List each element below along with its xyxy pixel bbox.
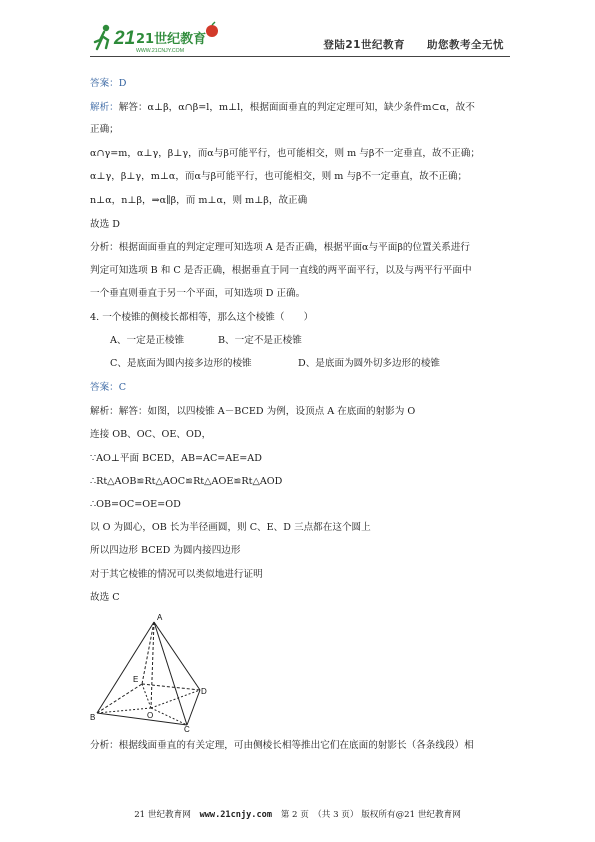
label-a: A bbox=[157, 613, 163, 622]
analysis-line: 以 O 为圆心，OB 长为半径画圆，则 C、E、D 三点都在这个圆上 bbox=[90, 522, 371, 533]
analysis-line: 正确； bbox=[90, 124, 119, 135]
analysis-label: 解析： bbox=[90, 102, 119, 113]
page-footer bbox=[0, 808, 595, 820]
site-logo bbox=[94, 22, 224, 54]
conclusion-line: 故选 C bbox=[90, 592, 120, 603]
footer-site-link[interactable]: www.21cnjy.com bbox=[199, 810, 272, 820]
label-c: C bbox=[184, 725, 190, 734]
label-b: B bbox=[90, 713, 96, 722]
analysis-line: α∩γ=m，α⊥γ，β⊥γ，而α与β可能平行，也可能相交，则 m 与β不一定垂直，故不正确； bbox=[90, 148, 480, 159]
conclusion-line: 故选 D bbox=[90, 219, 120, 230]
label-o: O bbox=[147, 711, 154, 720]
footer-left: 21 世纪教育网 bbox=[134, 810, 191, 820]
svg-text:21: 21 bbox=[114, 28, 136, 49]
option-b: B、一定不是正棱锥 bbox=[218, 335, 302, 346]
analysis-line bbox=[90, 102, 475, 114]
analysis-line: 对于其它棱锥的情况可以类似地进行证明 bbox=[90, 569, 263, 580]
label-d: D bbox=[201, 687, 207, 696]
header-divider bbox=[90, 56, 510, 57]
answer-label: 答案：D bbox=[90, 78, 127, 89]
question-4: 4. 一个棱锥的侧棱长都相等，那么这个棱锥（ ） bbox=[90, 312, 314, 323]
remark-line: 一个垂直则垂直于另一个平面，可知选项 D 正确。 bbox=[90, 288, 306, 299]
runner-icon bbox=[95, 25, 109, 49]
logo-url: WWW.21CNJY.COM bbox=[136, 48, 185, 54]
option-d: D、是底面为圆外切多边形的棱锥 bbox=[298, 358, 441, 369]
analysis-line: ∴Rt△AOB≌Rt△AOC≌Rt△AOE≌Rt△AOD bbox=[90, 476, 283, 487]
analysis-line: n⊥α，n⊥β，⇒α∥β，而 m⊥α，则 m⊥β，故正确 bbox=[90, 195, 308, 206]
analysis-line: ∵AO⊥平面 BCED，AB=AC=AE=AD bbox=[90, 453, 262, 464]
analysis-line: α⊥γ，β⊥γ，m⊥α，而α与β可能平行，也可能相交，则 m 与β不一定垂直，故不正确； bbox=[90, 171, 468, 182]
logo-text: 21世纪教育 bbox=[136, 32, 207, 47]
analysis-line: 解析：解答：如图，以四棱锥 A－BCED 为例，设顶点 A 在底面的射影为 O bbox=[90, 406, 416, 417]
apple-icon bbox=[206, 25, 218, 37]
remark-line: 分析：根据面面垂直的判定定理可知选项 A 是否正确，根据平面α与平面β的位置关系进行 bbox=[90, 242, 471, 253]
pyramid-figure bbox=[90, 612, 206, 732]
remark-line: 判定可知选项 B 和 C 是否正确，根据垂直于同一直线的两平面平行，以及与两平行平面中 bbox=[90, 265, 472, 276]
answer-label: 答案：C bbox=[90, 382, 127, 393]
analysis-line: ∴OB=OC=OE=OD bbox=[90, 499, 181, 510]
footer-rights: 版权所有@21 世纪教育网 bbox=[361, 810, 461, 820]
option-a: A、一定是正棱锥 bbox=[110, 335, 185, 346]
page-header bbox=[90, 22, 510, 58]
option-c: C、是底面为圆内接多边形的棱锥 bbox=[110, 358, 252, 369]
header-slogan: 登陆21世纪教育 助您教考全无忧 bbox=[323, 39, 504, 51]
analysis-line: 连接 OB、OC、OE、OD， bbox=[90, 429, 212, 440]
analysis-text: 解答：α⊥β，α∩β=l，m⊥l，根据面面垂直的判定定理可知，缺少条件m⊂α，故不 bbox=[118, 102, 475, 113]
footer-page: 第 2 页 （共 3 页） bbox=[280, 810, 359, 820]
remark-line: 分析：根据线面垂直的有关定理，可由侧棱长相等推出它们在底面的射影长（各条线段）相 bbox=[90, 740, 474, 751]
label-e: E bbox=[133, 675, 139, 684]
analysis-line: 所以四边形 BCED 为圆内接四边形 bbox=[90, 545, 241, 556]
